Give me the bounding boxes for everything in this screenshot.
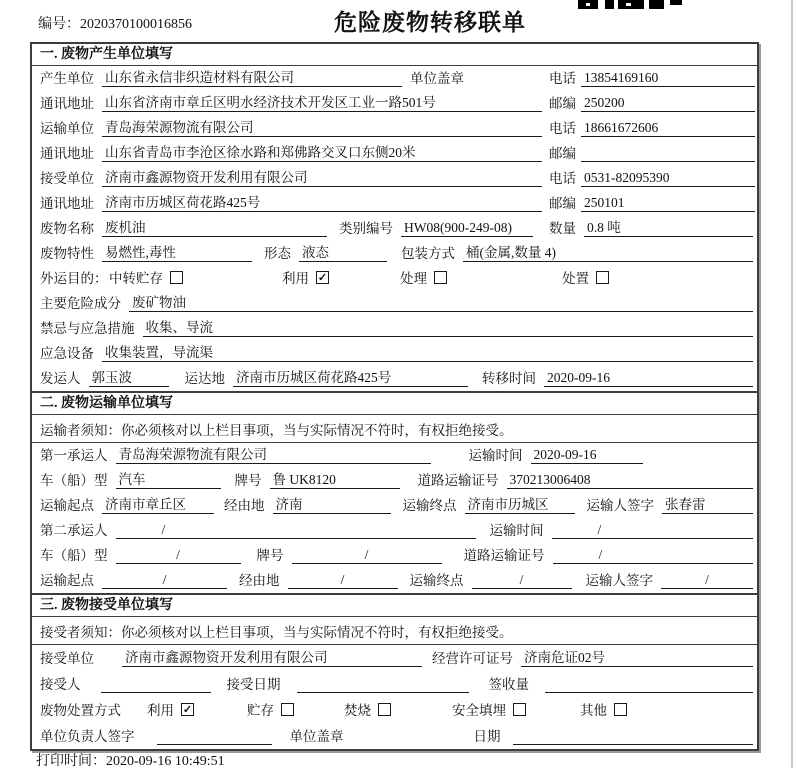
- sign-date-label: 日期: [473, 729, 501, 744]
- row-second-carrier: [32, 518, 757, 543]
- receiver-phone-value: 0531-82095390: [581, 170, 755, 187]
- disposal-storage-text: 贮存: [247, 703, 274, 718]
- row-producer-address: [32, 91, 757, 116]
- receiver-notice: 接受者须知：你必须核对以上栏目事项，当与实际情况不符时，有权拒绝接受。: [32, 617, 757, 645]
- row-emergency-measures: [32, 316, 757, 341]
- hazard-label: 主要危险成分: [40, 296, 121, 311]
- row-transfer-purpose: [32, 266, 757, 291]
- acceptor-value: [101, 678, 211, 693]
- route1-start-label: 运输起点: [40, 498, 94, 513]
- waste-form-label: 形态: [264, 246, 291, 261]
- route1-end-label: 运输终点: [402, 498, 457, 513]
- disposal-option-storage: [247, 699, 294, 719]
- shipper-label: 发运人: [40, 371, 81, 386]
- plate2-value: /: [292, 547, 442, 564]
- section3-heading: 三. 废物接受单位填写: [32, 595, 757, 617]
- transporter-address-label: 通讯地址: [40, 146, 94, 161]
- row-shipper: [32, 366, 757, 391]
- route2-end-value: /: [472, 572, 572, 589]
- route1-end-value: 济南市历城区: [465, 493, 575, 514]
- license-label: 经营许可证号: [432, 651, 513, 666]
- accept-date-label: 接受日期: [226, 677, 281, 692]
- purpose-option-treat-text: 处理: [400, 271, 427, 286]
- transporter-phone-value: 18661672606: [581, 120, 755, 137]
- unit-seal2-label: 单位盖章: [289, 729, 344, 744]
- purpose-option-use-text: 利用: [282, 271, 309, 286]
- signed-qty-label: 签收量: [488, 677, 529, 692]
- disposal-incinerate-text: 焚烧: [344, 703, 371, 718]
- row-producer-unit: [32, 66, 757, 91]
- producer-address-value: 山东省济南市章丘区明水经济技术开发区工业一路501号: [102, 91, 542, 112]
- purpose-treat-checkbox: [434, 271, 447, 284]
- first-carrier-value: 青岛海荣源物流有限公司: [116, 443, 431, 464]
- vehicle1-type-label: 车（船）型: [40, 473, 108, 488]
- purpose-option-treat: [400, 267, 447, 287]
- row-vehicle-1: [32, 468, 757, 493]
- document-header: [0, 0, 796, 40]
- disposal-landfill-checkbox: [513, 703, 526, 716]
- disposal-use-text: 利用: [147, 703, 174, 718]
- vehicle2-type-label: 车（船）型: [40, 548, 108, 563]
- receiving-unit-label: 接受单位: [40, 651, 94, 666]
- row-disposal-method: [32, 697, 757, 723]
- route1-start-value: 济南市章丘区: [102, 493, 214, 514]
- purpose-option-storage: [109, 267, 183, 287]
- section1-heading: 一. 废物产生单位填写: [32, 44, 757, 66]
- transport-time-label: 运输时间: [468, 448, 523, 463]
- route2-start-value: /: [102, 572, 227, 589]
- row-transporter-address: [32, 141, 757, 166]
- route2-via-value: /: [288, 572, 398, 589]
- hazard-value: 废矿物油: [129, 291, 753, 312]
- disposal-incinerate-checkbox: [378, 703, 391, 716]
- print-time: [36, 750, 225, 770]
- waste-props-label: 废物特性: [40, 246, 94, 261]
- transporter-phone-label: 电话: [549, 121, 576, 136]
- destination-label: 运达地: [184, 371, 225, 386]
- unit-signature-value: [157, 730, 272, 745]
- transporter-zip-value: [581, 147, 755, 162]
- accept-date-value: [297, 678, 469, 693]
- disposal-other-text: 其他: [580, 703, 607, 718]
- transporter-zip-label: 邮编: [549, 146, 576, 161]
- row-route-2: [32, 568, 757, 593]
- disposal-use-checkbox: ✓: [182, 703, 193, 716]
- page-title: 危险废物转移联单: [334, 10, 526, 35]
- row-vehicle-2: [32, 543, 757, 568]
- doc-number-value: 2020370100016856: [80, 17, 192, 32]
- waste-qty-value: 0.8 吨: [584, 216, 753, 237]
- section-transporter: [32, 391, 757, 593]
- row-receiver-unit: [32, 166, 757, 191]
- print-time-label: 打印时间：: [36, 754, 106, 769]
- purpose-label: 外运目的：: [40, 271, 108, 286]
- route2-via-label: 经由地: [239, 573, 280, 588]
- transfer-time-label: 转移时间: [482, 371, 536, 386]
- route2-sign-value: /: [661, 572, 753, 589]
- row-transporter-unit: [32, 116, 757, 141]
- purpose-storage-checkbox: [170, 271, 183, 284]
- disposal-option-incinerate: [344, 699, 391, 719]
- transport-time-value: 2020-09-16: [531, 447, 643, 464]
- route1-sign-value: 张春雷: [662, 493, 753, 514]
- producer-zip-label: 邮编: [549, 96, 576, 111]
- receiving-unit-value: 济南市鑫源物资开发利用有限公司: [122, 646, 422, 667]
- page-edge-line: [791, 0, 793, 768]
- first-carrier-label: 第一承运人: [40, 448, 108, 463]
- route2-sign-label: 运输人签字: [585, 573, 653, 588]
- waste-pack-label: 包装方式: [401, 246, 455, 261]
- row-route-1: [32, 493, 757, 518]
- receiver-address-value: 济南市历城区荷花路425号: [102, 191, 542, 212]
- acceptor-label: 接受人: [40, 677, 81, 692]
- receiver-phone-label: 电话: [549, 171, 576, 186]
- waste-code-label: 类别编号: [339, 221, 393, 236]
- producer-phone-value: 13854169160: [581, 70, 755, 87]
- disposal-option-other: [580, 699, 627, 719]
- row-waste-name: [32, 216, 757, 241]
- section2-heading: 二. 废物运输单位填写: [32, 393, 757, 415]
- permit2-value: /: [553, 547, 754, 564]
- producer-unit-value: 山东省永信非织造材料有限公司: [102, 66, 402, 87]
- purpose-option-dispose-text: 处置: [562, 271, 589, 286]
- waste-code-value: HW08(900-249-08): [401, 220, 533, 237]
- receiver-unit-value: 济南市鑫源物资开发利用有限公司: [102, 166, 542, 187]
- waste-name-label: 废物名称: [40, 221, 94, 236]
- receiver-address-label: 通讯地址: [40, 196, 94, 211]
- transporter-unit-value: 青岛海荣源物流有限公司: [102, 116, 542, 137]
- license-value: 济南危证02号: [521, 646, 753, 667]
- route1-via-value: 济南: [273, 493, 391, 514]
- purpose-use-checkbox: ✓: [317, 271, 328, 284]
- measures-value: 收集、导流: [143, 316, 754, 337]
- waste-props-value: 易燃性,毒性: [102, 241, 252, 262]
- vehicle1-type-value: 汽车: [116, 468, 221, 489]
- disposal-storage-checkbox: [281, 703, 294, 716]
- unit-signature-label: 单位负责人签字: [40, 729, 135, 744]
- vehicle2-type-value: /: [116, 547, 241, 564]
- plate2-label: 牌号: [256, 548, 284, 563]
- producer-unit-label: 产生单位: [40, 71, 94, 86]
- plate1-value: 鲁 UK8120: [270, 468, 400, 489]
- row-acceptor: [32, 671, 757, 697]
- transporter-address-value: 山东省青岛市李沧区徐水路和郑佛路交叉口东侧20米: [102, 141, 542, 162]
- section-producer: [32, 44, 757, 391]
- purpose-dispose-checkbox: [596, 271, 609, 284]
- equipment-label: 应急设备: [40, 346, 94, 361]
- second-carrier-value: /: [116, 522, 476, 539]
- disposal-option-use: [147, 699, 194, 719]
- transport-time2-label: 运输时间: [489, 523, 544, 538]
- route1-via-label: 经由地: [224, 498, 265, 513]
- transporter-unit-label: 运输单位: [40, 121, 94, 136]
- second-carrier-label: 第二承运人: [40, 523, 108, 538]
- producer-phone-label: 电话: [549, 71, 576, 86]
- receiver-zip-label: 邮编: [549, 196, 576, 211]
- permit2-label: 道路运输证号: [463, 548, 545, 563]
- transport-time2-value: /: [552, 522, 754, 539]
- section-receiver: [32, 593, 757, 749]
- row-unit-signature: [32, 723, 757, 749]
- row-first-carrier: [32, 443, 757, 468]
- waste-pack-value: 桶(金属,数量 4): [463, 241, 753, 262]
- transfer-time-value: 2020-09-16: [544, 370, 753, 387]
- plate1-label: 牌号: [234, 473, 262, 488]
- sign-date-value: [513, 730, 754, 745]
- receiver-unit-label: 接受单位: [40, 171, 94, 186]
- transporter-notice: 运输者须知：你必须核对以上栏目事项，当与实际情况不符时，有权拒绝接受。: [32, 415, 757, 443]
- row-receiving-unit: [32, 645, 757, 671]
- producer-zip-value: 250200: [581, 95, 755, 112]
- waste-form-value: 液态: [299, 241, 387, 262]
- purpose-option-storage-text: 中转贮存: [109, 271, 163, 286]
- producer-address-label: 通讯地址: [40, 96, 94, 111]
- permit1-label: 道路运输证号: [417, 473, 499, 488]
- route2-end-label: 运输终点: [409, 573, 464, 588]
- waste-name-value: 废机油: [102, 216, 327, 237]
- measures-label: 禁忌与应急措施: [40, 321, 135, 336]
- shipper-value: 郭玉波: [89, 366, 169, 387]
- row-hazard-components: [32, 291, 757, 316]
- purpose-option-dispose: [562, 267, 609, 287]
- waste-qty-label: 数量: [549, 221, 576, 236]
- route2-start-label: 运输起点: [40, 573, 94, 588]
- purpose-option-use: [282, 267, 329, 287]
- row-receiver-address: [32, 191, 757, 216]
- disposal-label: 废物处置方式: [40, 703, 121, 718]
- signed-qty-value: [545, 678, 753, 693]
- qr-code-icon: [578, 0, 688, 9]
- disposal-option-landfill: [452, 699, 526, 719]
- row-waste-props: [32, 241, 757, 266]
- disposal-other-checkbox: [614, 703, 627, 716]
- manifest-table: [30, 42, 759, 751]
- permit1-value: 370213006408: [507, 472, 754, 489]
- print-time-value: 2020-09-16 10:49:51: [106, 754, 225, 769]
- destination-value: 济南市历城区荷花路425号: [233, 366, 468, 387]
- disposal-landfill-text: 安全填埋: [452, 703, 506, 718]
- row-emergency-equipment: [32, 341, 757, 366]
- receiver-zip-value: 250101: [581, 195, 755, 212]
- unit-seal-label: 单位盖章: [410, 71, 464, 86]
- equipment-value: 收集装置，导流渠: [102, 341, 753, 362]
- doc-number-label: 编号：: [38, 17, 80, 32]
- route1-sign-label: 运输人签字: [586, 498, 654, 513]
